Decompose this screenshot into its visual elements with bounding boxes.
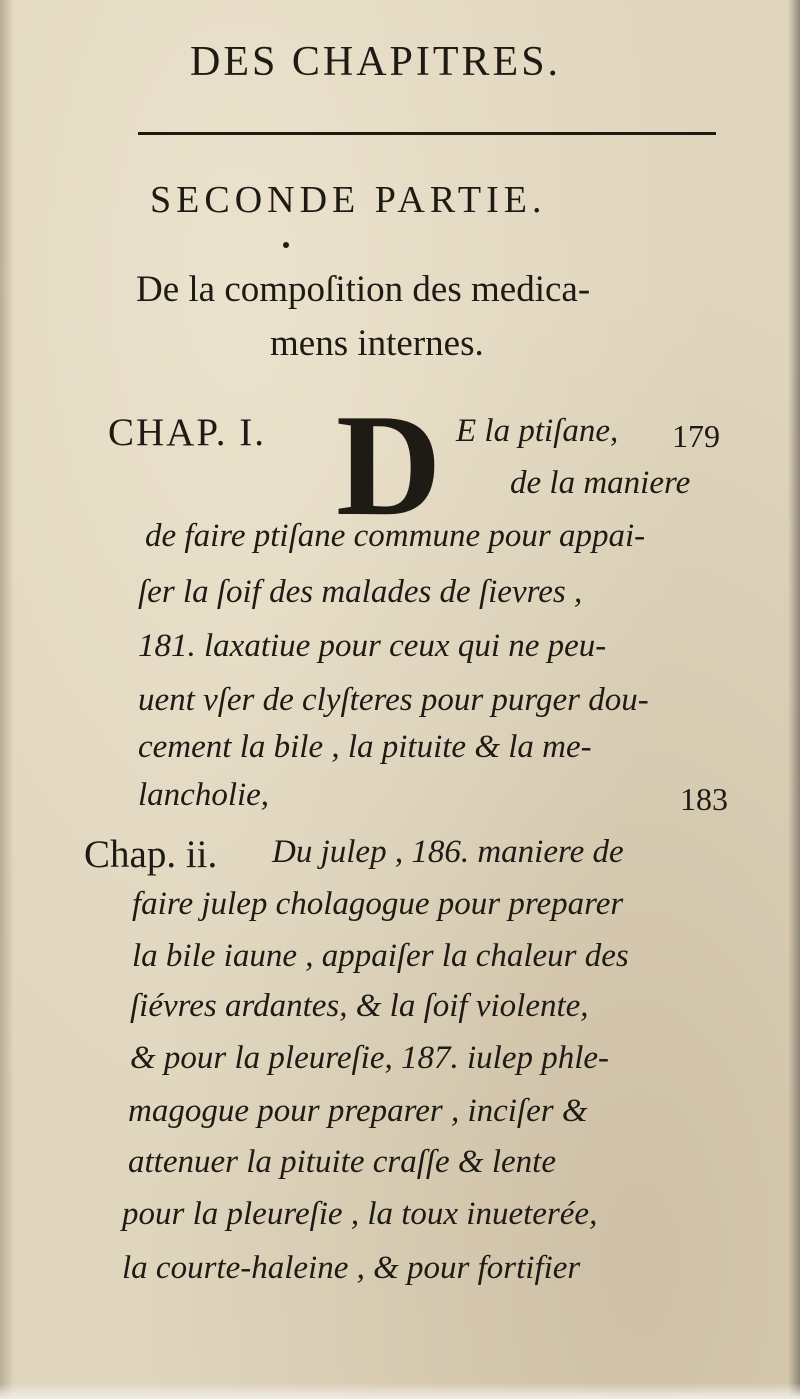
chapter-2-line-3: la bile iaune , appaiſer la chaleur des	[132, 938, 629, 974]
chapter-1-line-5: 181. laxatiue pour ceux qui ne peu-	[138, 628, 607, 664]
chapter-2-line-2: faire julep cholagogue pour preparer	[132, 886, 624, 922]
chapter-1-line-3: de faire ptiſane commune pour appai-	[145, 518, 646, 554]
chapter-1-line-2: de la maniere	[510, 465, 691, 501]
section-heading-line-1: De la compoſition des medica-	[136, 269, 591, 310]
chapter-2-line-4: ſiévres ardantes, & la ſoif violente,	[130, 988, 589, 1024]
chapter-1-line-7: cement la bile , la pituite & la me-	[138, 729, 592, 765]
header-rule	[138, 132, 716, 135]
chapter-1-line-4: ſer la ſoif des malades de ſievres ,	[138, 574, 583, 610]
page-right-edge	[788, 0, 800, 1399]
drop-cap: D	[336, 384, 442, 546]
section-heading-line-2: mens internes.	[270, 323, 484, 364]
chapter-2-line-1: Du julep , 186. maniere de	[272, 834, 624, 870]
chapter-1-label: CHAP. I.	[108, 411, 266, 454]
ornament-dot	[283, 242, 289, 248]
chapter-2-line-5: & pour la pleureſie, 187. iulep phle-	[130, 1040, 610, 1076]
page-left-edge	[0, 0, 14, 1399]
chapter-2-label: Chap. ii.	[84, 833, 218, 876]
part-title: SECONDE PARTIE.	[150, 179, 547, 221]
chapter-2-line-7: attenuer la pituite craſſe & lente	[128, 1144, 556, 1180]
chapter-2-line-6: magogue pour preparer , inciſer &	[128, 1093, 588, 1129]
page-bottom-edge	[0, 1383, 800, 1399]
chapter-1-line-6: uent vſer de clyſteres pour purger dou-	[138, 682, 649, 718]
chapter-2-line-8: pour la pleureſie , la toux inueterée,	[122, 1196, 598, 1232]
chapter-1-line-1: E la ptiſane,	[456, 413, 619, 449]
chapter-1-page-ref-1: 179	[672, 418, 720, 454]
running-head: DES CHAPITRES.	[190, 39, 562, 85]
chapter-1-line-8: lancholie,	[138, 777, 270, 813]
chapter-1-page-ref-2: 183	[680, 781, 728, 817]
chapter-2-line-9: la courte-haleine , & pour fortifier	[122, 1250, 581, 1286]
